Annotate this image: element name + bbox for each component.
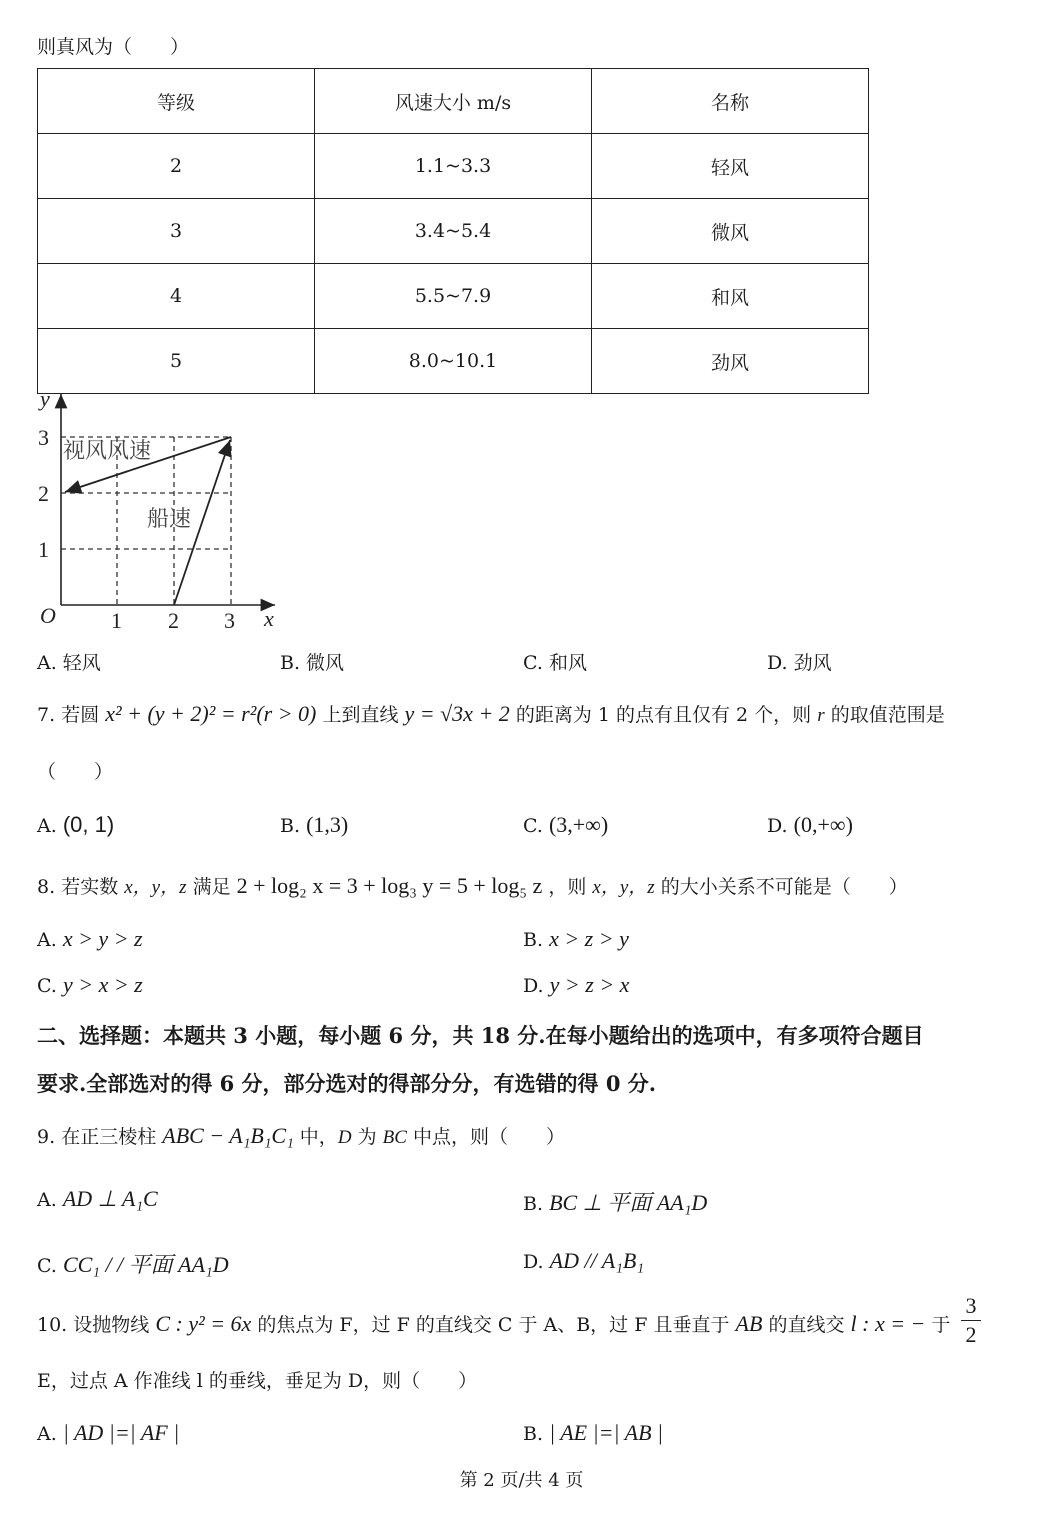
table-header-cell: 名称 — [592, 69, 869, 134]
question-10 — [37, 1310, 950, 1337]
x-axis-label: x — [264, 606, 274, 631]
ship-speed-label: 船速 — [147, 507, 192, 532]
variable-ab: AB — [735, 1311, 763, 1336]
q10-line2: E，过点 A 作准线 l 的垂线，垂足为 D，则（ ） — [37, 1370, 478, 1392]
option-label: C. — [37, 1255, 57, 1277]
option-label: B. — [280, 815, 301, 837]
option-value: y > x > z — [62, 972, 143, 997]
fraction-denominator: 2 — [965, 1322, 977, 1347]
table-row — [38, 264, 869, 329]
q8-option-b — [523, 926, 629, 952]
option-label: B. — [523, 929, 544, 951]
page-footer: 第 2 页/共 4 页 — [459, 1470, 584, 1491]
question-number: 9. — [37, 1126, 56, 1148]
q7-option-b — [280, 812, 348, 838]
question-text: 满足 — [192, 876, 231, 898]
table-cell: 5 — [38, 329, 315, 394]
option-value: | AD |=| AF | — [62, 1420, 180, 1445]
fraction — [961, 1294, 981, 1347]
question-text: 的取值范围是 — [830, 704, 945, 726]
question-8 — [37, 872, 908, 899]
log-equation: 2 + log₂ x = 3 + log₃ y = 5 + log₅ z — [236, 873, 543, 898]
table-header-cell: 风速大小 m/s — [315, 69, 592, 134]
question-text: 为 — [357, 1126, 377, 1148]
question-number: 7. — [37, 704, 56, 726]
circle-equation: x² + (y + 2)² = r²(r > 0) — [105, 701, 317, 726]
question-text: 于 — [931, 1314, 951, 1336]
option-label: D. — [767, 815, 788, 837]
question-text: 若圆 — [61, 704, 100, 726]
q9-option-b — [523, 1186, 707, 1217]
y-tick-label: 2 — [38, 481, 49, 506]
q9-option-c — [37, 1248, 229, 1279]
table-cell: 微风 — [592, 199, 869, 264]
line-equation: y = √3x + 2 — [404, 701, 510, 726]
prism-expression: ABC − A₁B₁C₁ — [162, 1123, 294, 1148]
table-header-row — [38, 69, 869, 134]
table-row — [38, 199, 869, 264]
option-value: (1,3) — [306, 812, 349, 837]
question-text: 的距离为 1 的点有且仅有 2 个，则 — [515, 704, 812, 726]
table-header-cell: 等级 — [38, 69, 315, 134]
q7-option-c — [523, 812, 608, 838]
option-value: x > z > y — [549, 926, 629, 951]
q6-option-c: C. 和风 — [523, 652, 587, 674]
question-text: 的直线交 — [768, 1314, 845, 1336]
q7-option-d — [767, 812, 853, 838]
fraction-bar — [961, 1320, 981, 1321]
option-label: B. — [523, 1423, 544, 1445]
question-text: 上到直线 — [322, 704, 399, 726]
table-cell: 5.5~7.9 — [315, 264, 592, 329]
intro-text: 则真风为（ ） — [37, 36, 190, 58]
q6-option-d: D. 劲风 — [767, 652, 832, 674]
q8-option-a — [37, 926, 143, 952]
q9-option-d — [523, 1248, 644, 1274]
table-cell: 轻风 — [592, 134, 869, 199]
wind-vector-figure — [30, 388, 290, 638]
option-label: D. — [523, 975, 544, 997]
option-label: A. — [37, 929, 57, 951]
question-text: 中点，则（ ） — [412, 1126, 565, 1148]
q9-option-a — [37, 1186, 158, 1212]
option-value: x > y > z — [62, 926, 143, 951]
variable-r: r — [817, 705, 825, 726]
option-value: AD ⊥ A₁C — [62, 1186, 158, 1211]
apparent-wind-label: 视风风速 — [63, 439, 152, 464]
option-value: (0,+∞) — [793, 812, 853, 837]
option-value: AD // A₁B₁ — [549, 1248, 644, 1273]
variables: x，y，z — [592, 877, 655, 898]
table-row — [38, 134, 869, 199]
variable-bc: BC — [382, 1127, 407, 1148]
table-cell: 劲风 — [592, 329, 869, 394]
section-2-heading-line2: 要求.全部选对的得 6 分，部分选对的得部分分，有选错的得 0 分. — [37, 1071, 657, 1096]
q6-option-a: A. 轻风 — [37, 652, 101, 674]
q8-option-d — [523, 972, 629, 998]
variable-d: D — [337, 1127, 352, 1148]
table-row — [38, 329, 869, 394]
directrix-equation: l : x = − — [850, 1311, 926, 1336]
option-label: D. — [523, 1251, 544, 1273]
x-tick-label: 2 — [168, 608, 179, 633]
y-tick-label: 1 — [38, 537, 49, 562]
variables: x，y，z — [124, 877, 187, 898]
option-value: CC₁ / / 平面 AA₁D — [62, 1252, 229, 1277]
section-2-heading-line1: 二、选择题：本题共 3 小题，每小题 6 分，共 18 分.在每小题给出的选项中，有多项符合题目 — [37, 1023, 924, 1048]
option-label: A. — [37, 815, 57, 837]
q6-option-b: B. 微风 — [280, 652, 345, 674]
x-tick-label: 1 — [111, 608, 122, 633]
table-cell: 2 — [38, 134, 315, 199]
x-tick-label: 3 — [224, 608, 235, 633]
table-cell: 4 — [38, 264, 315, 329]
option-label: C. — [37, 975, 57, 997]
question-text: 的大小关系不可能是（ ） — [660, 876, 908, 898]
option-label: B. — [523, 1193, 544, 1215]
wind-scale-table — [37, 68, 869, 394]
question-7 — [37, 700, 945, 727]
q8-option-c — [37, 972, 143, 998]
option-value: BC ⊥ 平面 AA₁D — [549, 1190, 708, 1215]
option-label: A. — [37, 1423, 57, 1445]
table-cell: 8.0~10.1 — [315, 329, 592, 394]
question-text: ，则 — [548, 876, 587, 898]
q7-option-a — [37, 812, 114, 838]
question-number: 8. — [37, 876, 56, 898]
q7-bracket: （ ） — [37, 761, 114, 783]
y-tick-label: 3 — [38, 425, 49, 450]
question-text: 的焦点为 F，过 F 的直线交 C 于 A、B，过 F 且垂直于 — [257, 1314, 730, 1336]
q10-option-b — [523, 1420, 663, 1446]
fraction-numerator: 3 — [965, 1293, 977, 1318]
parabola-equation: C : y² = 6x — [155, 1311, 252, 1336]
question-text: 设抛物线 — [73, 1314, 150, 1336]
table-cell: 和风 — [592, 264, 869, 329]
question-text: 中， — [299, 1126, 338, 1148]
question-9 — [37, 1122, 565, 1149]
question-number: 10. — [37, 1314, 68, 1336]
table-cell: 1.1~3.3 — [315, 134, 592, 199]
option-value: (3,+∞) — [548, 812, 609, 837]
q10-option-a — [37, 1420, 179, 1446]
table-cell: 3 — [38, 199, 315, 264]
origin-label: O — [40, 603, 56, 628]
table-cell: 3.4~5.4 — [315, 199, 592, 264]
option-value: | AE |=| AB | — [549, 1420, 664, 1445]
option-value: (0, 1) — [62, 812, 115, 837]
option-value: y > z > x — [549, 972, 630, 997]
y-axis-label: y — [40, 388, 50, 411]
option-label: A. — [37, 1189, 57, 1211]
question-text: 在正三棱柱 — [61, 1126, 157, 1148]
question-text: 若实数 — [61, 876, 119, 898]
option-label: C. — [523, 815, 543, 837]
